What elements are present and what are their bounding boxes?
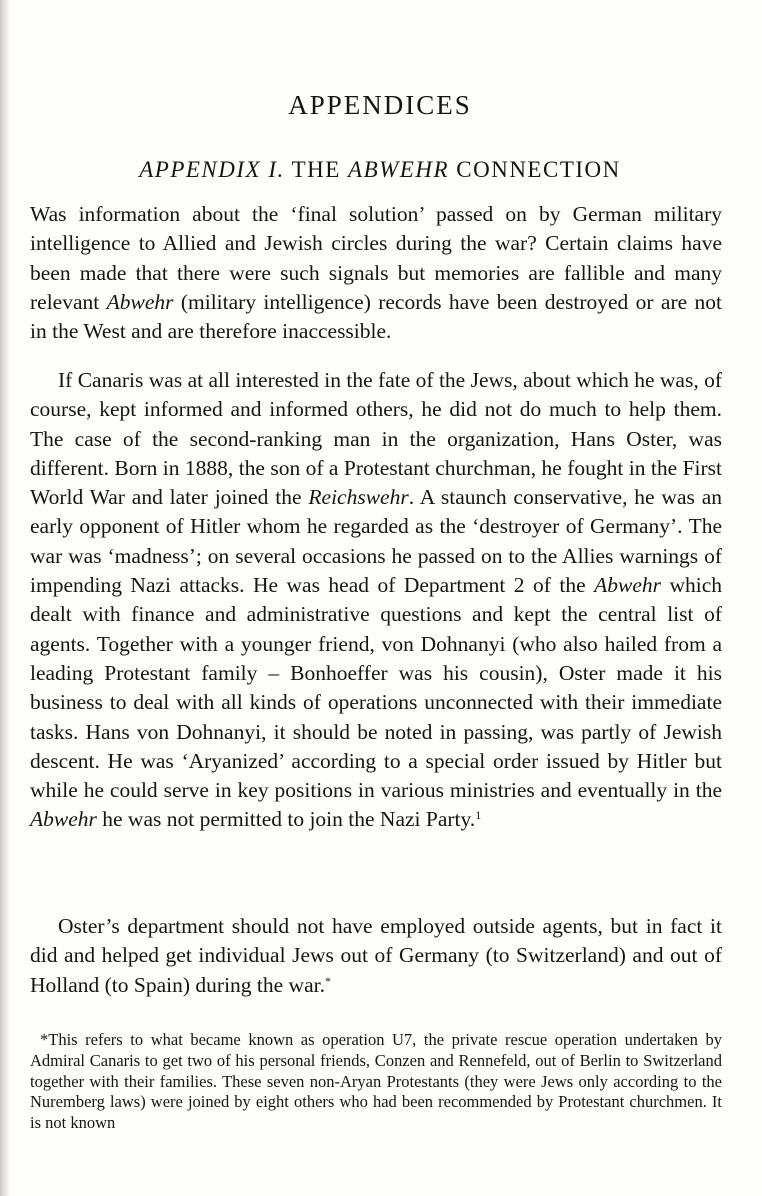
paragraph-1 — [30, 200, 722, 346]
appendix-title — [30, 157, 730, 183]
p1-italic-abwehr: Abwehr — [106, 289, 174, 314]
footnote: *This refers to what became known as operation U7, the private rescue operation undertaken by Admiral Canaris to get two of his personal friends, Conzen and Rennefeld, out of Berlin to Switzerland together with their families. These seven non-Aryan Protestants (they were Jews only according to the Nuremberg laws) were joined by eight others who had been recommended by Protestant churchmen. It is not known — [30, 1030, 722, 1133]
p2-italic-abwehr-1: Abwehr — [594, 573, 661, 598]
appendix-number: APPENDIX I. — [139, 157, 285, 182]
footnote-ref-asterisk: * — [324, 973, 331, 988]
footnote-ref-1: 1 — [475, 808, 482, 823]
paragraph-2 — [30, 366, 722, 835]
paragraph-3 — [30, 912, 722, 1000]
appendix-title-abwehr: ABWEHR — [348, 157, 450, 182]
p2-text-a: If Canaris was at all interested in the fate of the Jews, about which he was, of course, kept informed and informed others, he did not do much to help them. The case of the second-ranking man in the organization, Hans Oster, was different. Born in 1888, the son of a Protestant churchman, he fought in the First World War and later joined the — [30, 368, 722, 510]
p1-text-a: Was information about the ‘final solution’ passed on by German military intelligence to Allied and Jewish circles during the war? Certain claims have been made that there were such signals but memories are fallible and many relevant — [30, 202, 722, 314]
appendix-title-connection: CONNECTION — [456, 157, 621, 182]
p2-text-b: . A staunch conservative, he was an early opponent of Hitler whom he regarded as the ‘destroyer of Germany’. The war was ‘madness’; on several occasions he passed on to the Allies warnings of impending Nazi attacks. He was head of Department 2 of the — [30, 485, 722, 598]
p2-text-c: which dealt with finance and administrative questions and kept the central list of agents. Together with a younger friend, von Dohnanyi (who also hailed from a leading Protestant family – Bonhoeffer was his cousin), Oster made it his business to deal with all kinds of operations unconnected with their immediate tasks. Hans von Dohnanyi, it should be noted in passing, was partly of Jewish descent. He was ‘Aryanized’ according to a special order issued by Hitler but while he could serve in key positions in various ministries and eventually in the — [30, 573, 723, 803]
appendix-title-the: THE — [291, 157, 341, 182]
page-binding-shadow — [0, 0, 10, 1196]
p2-italic-reichswehr: Reichswehr — [308, 485, 409, 510]
p3-text-a: Oster’s department should not have employed outside agents, but in fact it did and helped get individual Jews out of Germany (to Switzerland) and out of Holland (to Spain) during the war. — [30, 914, 722, 997]
page-title: APPENDICES — [288, 90, 472, 120]
p1-text-b: (military intelligence) records have been destroyed or are not in the West and are therefore inaccessible. — [30, 289, 722, 344]
p2-italic-abwehr-2: Abwehr — [30, 807, 97, 832]
p2-text-d: he was not permitted to join the Nazi Party. — [96, 807, 476, 832]
